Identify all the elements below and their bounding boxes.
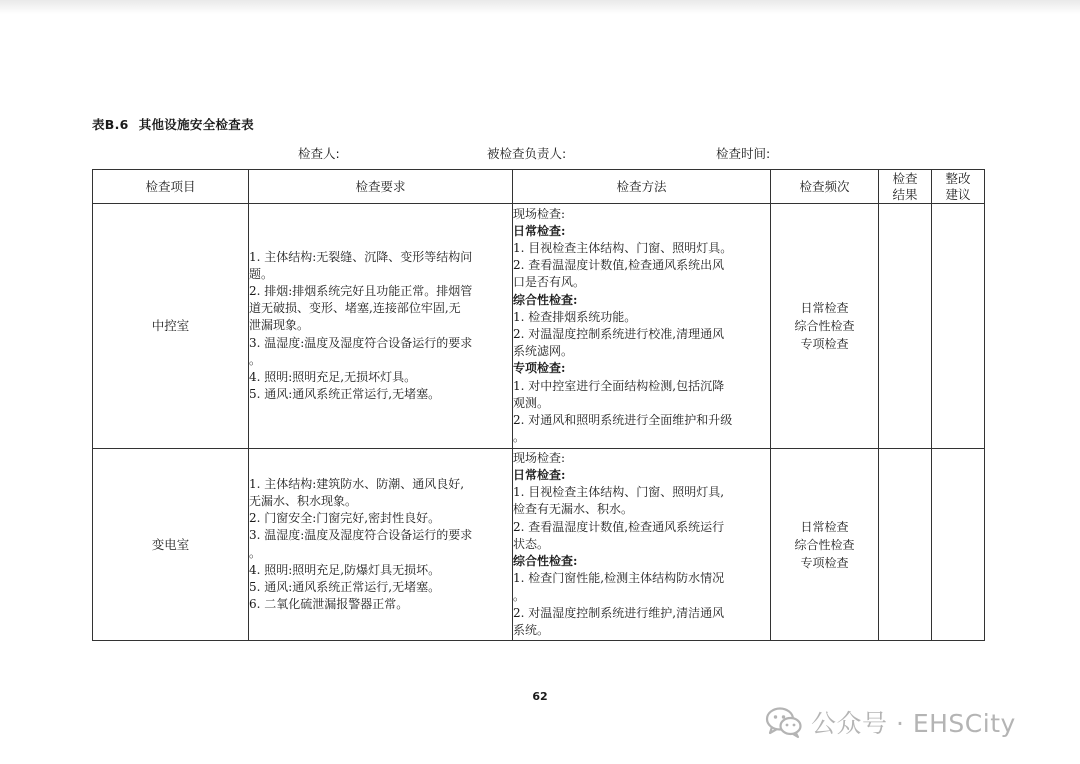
- requirement-line: 题。: [249, 266, 274, 281]
- method-line: 。: [513, 588, 526, 603]
- table-caption: [92, 115, 254, 133]
- header-requirement: 检查要求: [249, 170, 513, 204]
- requirement-cell: [249, 204, 513, 449]
- requirement-line: 5. 通风:通风系统正常运行,无堵塞。: [249, 579, 441, 594]
- result-cell: [879, 449, 932, 641]
- method-line: 综合性检查:: [513, 554, 578, 569]
- table-header-row: [93, 170, 985, 204]
- wechat-icon: [765, 706, 803, 738]
- method-line: 1. 对中控室进行全面结构检测,包括沉降: [513, 378, 725, 393]
- inspection-time-label: 检查时间:: [716, 146, 771, 161]
- requirement-line: 2. 排烟:排烟系统完好且功能正常。排烟管: [249, 283, 473, 298]
- method-line: 日常检查:: [513, 468, 566, 483]
- requirement-line: 道无破损、变形、堵塞,连接部位牢固,无: [249, 301, 461, 316]
- method-line: 现场检查:: [513, 450, 566, 465]
- header-result-line: 结果: [892, 186, 918, 202]
- header-item: 检查项目: [93, 170, 249, 204]
- item-cell: 中控室: [93, 204, 249, 449]
- method-cell: [513, 449, 771, 641]
- method-line: 2. 查看温湿度计数值,检查通风系统运行: [513, 519, 725, 534]
- frequency-line: 日常检查: [800, 301, 849, 315]
- suggestion-cell: [932, 204, 985, 449]
- suggestion-cell: [932, 449, 985, 641]
- method-line: 观测。: [513, 395, 550, 410]
- method-line: 系统。: [513, 622, 550, 637]
- requirement-line: 2. 门窗安全:门窗完好,密封性良好。: [249, 511, 441, 526]
- frequency-cell: [771, 449, 879, 641]
- caption-title: 其他设施安全检查表: [138, 117, 254, 132]
- method-line: 1. 目视检查主体结构、门窗、照明灯具,: [513, 485, 725, 500]
- method-line: 1. 检查排烟系统功能。: [513, 309, 637, 324]
- method-line: 2. 对温湿度控制系统进行校准,清理通风: [513, 327, 725, 341]
- header-frequency: 检查频次: [771, 170, 879, 204]
- result-cell: [879, 204, 932, 449]
- frequency-line: 综合性检查: [794, 319, 855, 333]
- table-row: [93, 204, 985, 449]
- caption-number: 表B.6: [92, 117, 129, 132]
- method-line: 2. 查看温湿度计数值,检查通风系统出风: [513, 258, 725, 273]
- frequency-line: 日常检查: [800, 519, 849, 534]
- requirement-line: 1. 主体结构:无裂缝、沉降、变形等结构问: [249, 249, 473, 264]
- method-line: 日常检查:: [513, 223, 566, 238]
- person-in-charge-label: 被检查负责人:: [487, 146, 567, 161]
- requirement-line: 3. 温湿度:温度及湿度符合设备运行的要求: [249, 528, 473, 543]
- requirement-line: 。: [249, 352, 262, 367]
- requirement-line: 4. 照明:照明充足,无损坏灯具。: [249, 370, 417, 384]
- header-suggestion-line: 建议: [945, 186, 971, 202]
- header-suggestion-line: 整改: [945, 170, 971, 186]
- method-line: 系统滤网。: [513, 344, 574, 359]
- method-line: 现场检查:: [513, 206, 566, 221]
- page-top-edge: [0, 0, 1080, 14]
- frequency-cell: [771, 204, 879, 449]
- page-number: 62: [532, 690, 548, 703]
- requirement-line: 1. 主体结构:建筑防水、防潮、通风良好,: [249, 476, 465, 491]
- header-method: 检查方法: [513, 170, 771, 204]
- method-line: 2. 对通风和照明系统进行全面维护和升级: [513, 413, 733, 428]
- method-line: 综合性检查:: [513, 292, 578, 307]
- requirement-line: 。: [249, 545, 262, 560]
- requirement-line: 4. 照明:照明充足,防爆灯具无损坏。: [249, 562, 441, 577]
- method-line: 1. 检查门窗性能,检测主体结构防水情况: [513, 571, 725, 586]
- requirement-cell: [249, 449, 513, 641]
- header-suggestion: [932, 170, 985, 204]
- frequency-line: 专项检查: [800, 555, 849, 570]
- inspector-label: 检查人:: [298, 146, 340, 161]
- method-line: 1. 目视检查主体结构、门窗、照明灯具。: [513, 240, 733, 255]
- method-line: 。: [513, 430, 526, 445]
- method-line: 专项检查:: [513, 361, 566, 376]
- requirement-line: 6. 二氧化硫泄漏报警器正常。: [249, 597, 409, 612]
- watermark: [765, 704, 1016, 740]
- frequency-line: 专项检查: [800, 337, 849, 351]
- requirement-line: 5. 通风:通风系统正常运行,无堵塞。: [249, 387, 441, 402]
- requirement-line: 无漏水、积水现象。: [249, 493, 358, 508]
- header-result-line: 检查: [892, 170, 918, 186]
- method-line: 口是否有风。: [513, 275, 586, 290]
- requirement-line: 3. 温湿度:温度及湿度符合设备运行的要求: [249, 335, 473, 350]
- frequency-line: 综合性检查: [794, 537, 855, 552]
- inspection-table: [92, 169, 985, 641]
- method-line: 状态。: [513, 536, 550, 551]
- header-result: [879, 170, 932, 204]
- method-line: 2. 对温湿度控制系统进行维护,清洁通风: [513, 605, 725, 620]
- method-cell: [513, 204, 771, 449]
- requirement-line: 泄漏现象。: [249, 318, 310, 333]
- method-line: 检查有无漏水、积水。: [513, 502, 634, 517]
- table-row: [93, 449, 985, 641]
- watermark-label: 公众号 · EHSCity: [811, 709, 1016, 738]
- item-cell: 变电室: [93, 449, 249, 641]
